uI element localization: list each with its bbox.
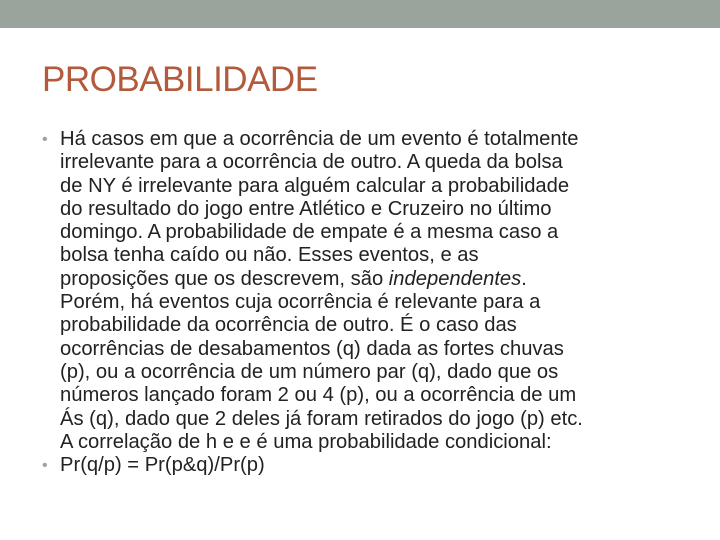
text-line: Ás (q), dado que 2 deles já foram retirados do jogo (p) etc. (60, 407, 583, 430)
text-line: ocorrências de desabamentos (q) dada as fortes chuvas (60, 337, 564, 360)
text-line: probabilidade da ocorrência de outro. É o caso das (60, 314, 517, 337)
text-fragment: proposições que os descrevem, são (60, 267, 389, 290)
text-line: Há casos em que a ocorrência de um evento é totalmente (60, 128, 579, 150)
bullet-icon: • (42, 457, 48, 475)
text-line: bolsa tenha caído ou não. Esses eventos, e as (60, 244, 479, 267)
text-line: domingo. A probabilidade de empate é a mesma caso a (60, 221, 559, 244)
slide-body (42, 128, 692, 477)
formula-text: Pr(q/p) = Pr(p&q)/Pr(p) (60, 454, 265, 477)
text-line: (p), ou a ocorrência de um número par (q), dado que os (60, 360, 559, 383)
text-line: números lançado foram 2 ou 4 (p), ou a ocorrência de um (60, 384, 577, 407)
text-line (60, 268, 692, 291)
text-line: A correlação de h e e é uma probabilidade condicional: (60, 430, 552, 453)
text-line: do resultado do jogo entre Atlético e Cruzeiro no último (60, 197, 552, 220)
text-line: de NY é irrelevante para alguém calcular a probabilidade (60, 174, 570, 197)
bullet-icon: • (42, 131, 48, 148)
emphasis-term: independentes (388, 267, 522, 290)
bullet-independence (42, 128, 692, 454)
text-line: irrelevante para a ocorrência de outro. A queda da bolsa (60, 151, 563, 174)
text-line: Porém, há eventos cuja ocorrência é relevante para a (60, 291, 541, 314)
header-bar (0, 0, 720, 28)
slide-title: PROBABILIDADE (42, 60, 318, 99)
text-fragment: . (521, 267, 527, 290)
bullet-formula (42, 454, 692, 477)
